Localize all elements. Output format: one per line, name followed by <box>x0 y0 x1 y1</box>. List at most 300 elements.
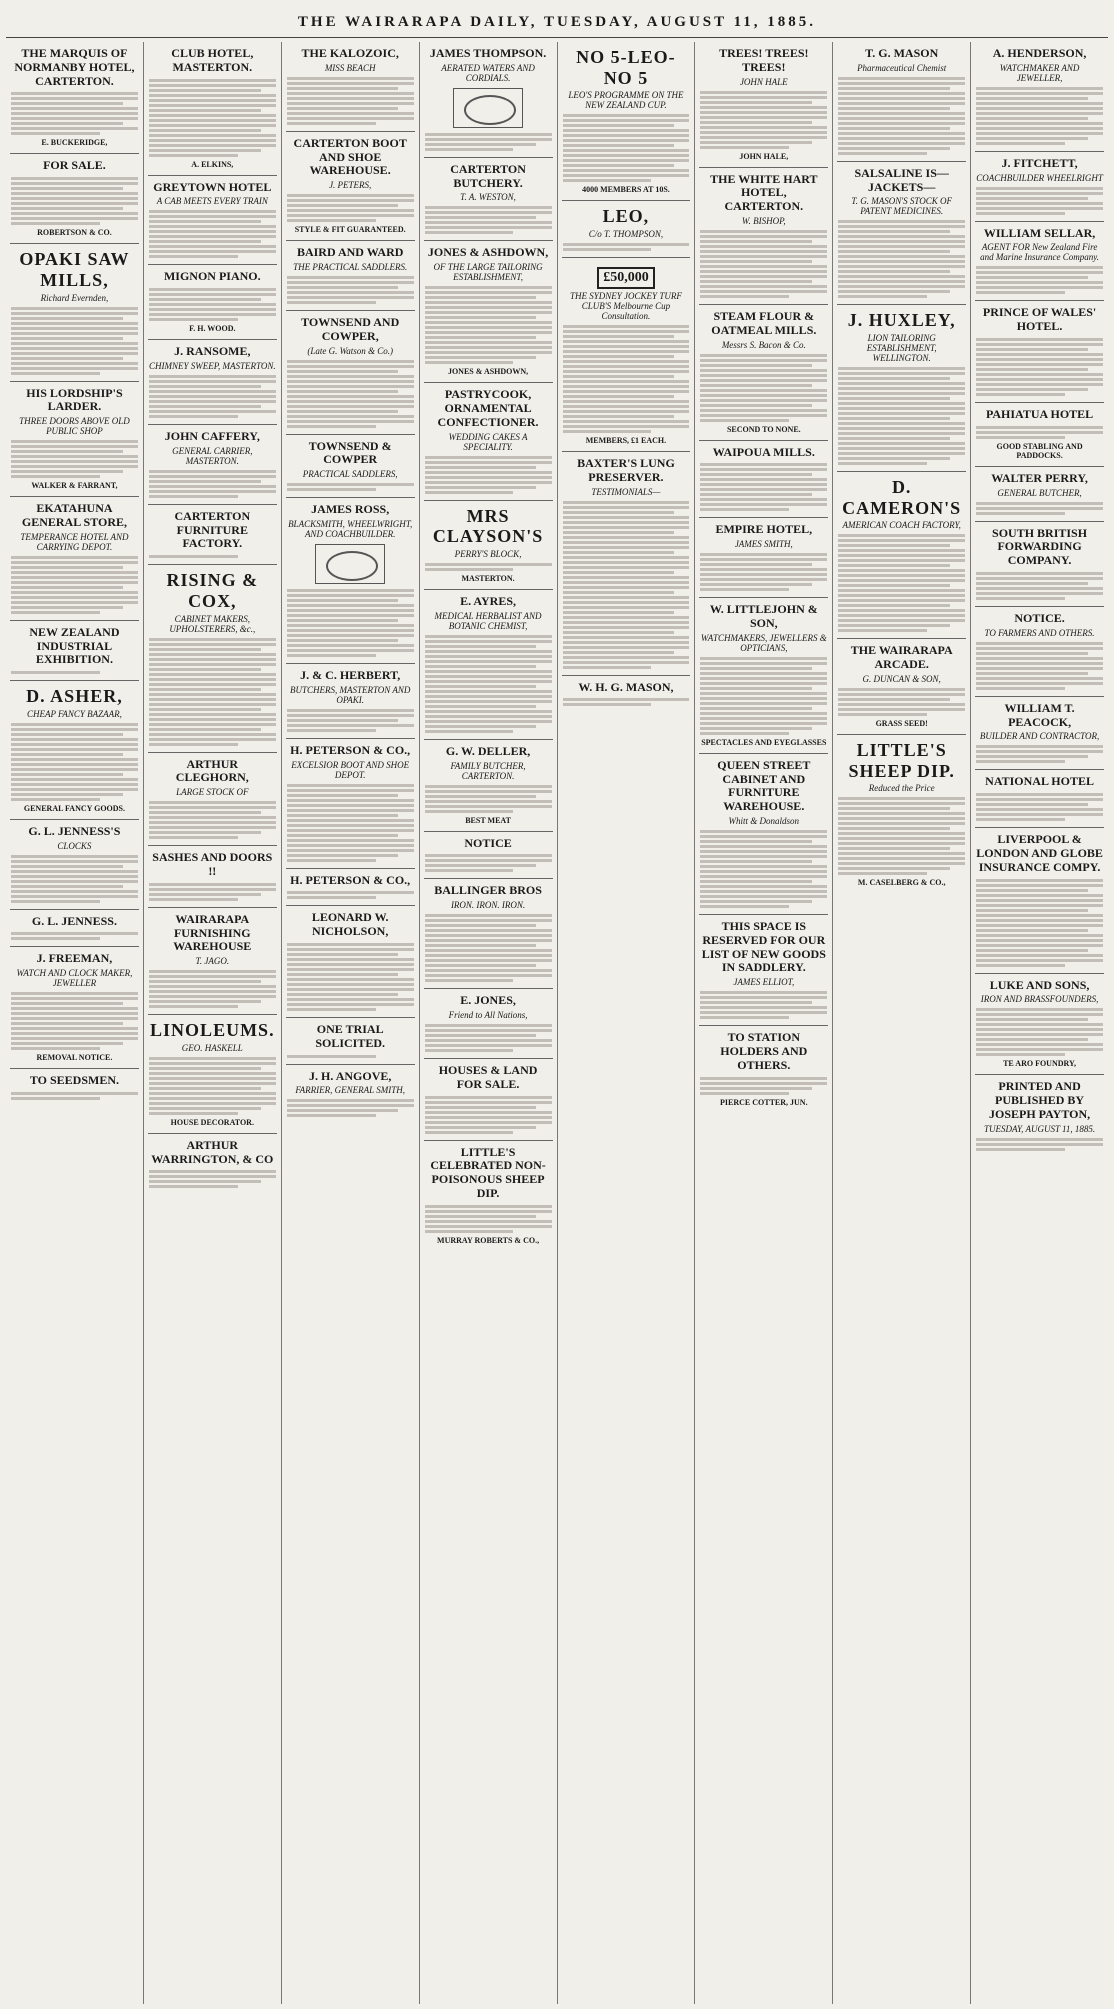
advertisement <box>286 241 415 311</box>
ad-signature: GENERAL FANCY GOODS. <box>23 803 125 813</box>
advertisement <box>148 908 277 1015</box>
ad-subheading: TO FARMERS AND OTHERS. <box>984 627 1095 638</box>
body-text-lines <box>838 367 965 465</box>
column-7 <box>833 42 971 2004</box>
ad-heading: BAXTER'S LUNG PRESERVER. <box>577 456 675 484</box>
ad-subheading: IRON. IRON. IRON. <box>450 900 526 911</box>
ad-subheading: MISS BEACH <box>324 62 376 73</box>
ad-heading: PASTRYCOOK, ORNAMENTAL CONFECTIONER. <box>437 387 539 429</box>
ad-subheading: LEO'S PROGRAMME ON THE NEW ZEALAND CUP. <box>568 90 684 111</box>
ad-signature: GOOD STABLING AND PADDOCKS. <box>996 441 1083 460</box>
advertisement <box>837 639 966 735</box>
body-text-lines <box>149 801 276 839</box>
price-banner <box>563 267 690 289</box>
advertisement <box>562 201 691 258</box>
body-text-lines <box>700 1077 827 1095</box>
body-text-lines <box>838 77 965 155</box>
body-text-lines <box>700 553 827 591</box>
ad-heading: NATIONAL HOTEL <box>985 774 1094 789</box>
ad-heading: THE MARQUIS OF NORMANBY HOTEL, CARTERTON. <box>14 46 135 88</box>
advertisement <box>148 565 277 752</box>
ad-signature: JOHN HALE, <box>739 151 789 161</box>
body-text-lines <box>287 483 414 491</box>
body-text-lines <box>425 133 552 151</box>
body-text-lines <box>11 932 138 940</box>
advertisement <box>424 383 553 500</box>
body-text-lines <box>149 638 276 746</box>
advertisement <box>424 1059 553 1141</box>
masthead: THE WAIRARAPA DAILY, TUESDAY, AUGUST 11, 1885. <box>6 8 1108 38</box>
ad-subheading: Reduced the Price <box>868 783 935 794</box>
ad-signature: MURRAY ROBERTS & CO., <box>437 1235 540 1245</box>
ad-heading: CARTERTON BUTCHERY. <box>450 161 526 190</box>
body-text-lines <box>425 456 552 494</box>
advertisement <box>975 974 1104 1076</box>
ad-heading: THE WAIRARAPA ARCADE. <box>850 643 953 672</box>
ad-subheading: BUILDER AND CONTRACTOR, <box>979 731 1100 742</box>
advertisement <box>424 832 553 880</box>
body-text-lines <box>425 1024 552 1052</box>
body-text-lines <box>149 375 276 418</box>
price-figure: £50,000 <box>597 267 655 289</box>
ad-heading: OPAKI SAW MILLS, <box>19 249 130 290</box>
body-text-lines <box>976 187 1103 215</box>
body-text-lines <box>287 1055 414 1058</box>
advertisement <box>699 754 828 915</box>
advertisement <box>286 435 415 499</box>
ad-heading: SASHES AND DOORS !! <box>152 850 273 878</box>
body-text-lines <box>11 855 138 903</box>
ad-heading: J. & C. HERBERT, <box>300 667 401 682</box>
column-container <box>6 42 1108 2004</box>
body-text-lines <box>11 671 138 674</box>
advertisement <box>10 244 139 381</box>
column-5 <box>558 42 696 2004</box>
body-text-lines <box>976 502 1103 515</box>
advertisement <box>148 1015 277 1134</box>
body-text-lines <box>287 360 414 428</box>
ad-heading: G. L. JENNESS'S <box>28 823 121 838</box>
ad-subheading: EXCELSIOR BOOT AND SHOE DEPOT. <box>291 759 410 780</box>
body-text-lines <box>700 354 827 422</box>
advertisement <box>286 739 415 869</box>
ad-subheading: A CAB MEETS EVERY TRAIN <box>156 196 268 207</box>
ad-subheading: GENERAL CARRIER, MASTERTON. <box>172 445 253 466</box>
ad-subheading: GEO. HASKELL <box>181 1042 243 1053</box>
ad-signature: A. ELKINS, <box>191 159 234 169</box>
advertisement <box>699 915 828 1026</box>
body-text-lines <box>563 325 690 433</box>
ad-heading: SOUTH BRITISH FORWARDING COMPANY. <box>992 525 1088 568</box>
body-text-lines <box>149 555 276 558</box>
advertisement <box>975 222 1104 302</box>
ad-subheading: JAMES SMITH, <box>734 539 793 550</box>
ad-heading: MIGNON PIANO. <box>163 269 261 284</box>
ad-heading: TREES! TREES! TREES! <box>719 46 809 74</box>
advertisement <box>424 158 553 242</box>
ad-heading: BALLINGER BROS <box>434 883 542 898</box>
ad-heading: WAIRARAPA FURNISHING WAREHOUSE <box>173 911 252 954</box>
ad-subheading: J. PETERS, <box>329 180 372 191</box>
ad-subheading: TUESDAY, AUGUST 11, 1885. <box>983 1123 1096 1134</box>
ad-signature: 4000 MEMBERS AT 10S. <box>582 185 670 195</box>
ad-heading: EKATAHUNA GENERAL STORE, <box>21 501 128 529</box>
body-text-lines <box>11 440 138 478</box>
ad-signature: JONES & ASHDOWN, <box>447 367 529 377</box>
ad-heading: TO SEEDSMEN. <box>29 1073 119 1088</box>
body-text-lines <box>287 77 414 125</box>
body-text-lines <box>149 470 276 498</box>
body-text-lines <box>287 1099 414 1117</box>
ad-subheading: OF THE LARGE TAILORING ESTABLISHMENT, <box>433 262 543 283</box>
ad-heading: NOTICE. <box>1014 610 1065 625</box>
body-text-lines <box>700 91 827 149</box>
ad-heading: BAIRD AND WARD <box>296 245 404 260</box>
ad-subheading: BLACKSMITH, WHEELWRIGHT, AND COACHBUILDER. <box>288 518 413 539</box>
body-text-lines <box>976 879 1103 967</box>
advertisement <box>562 452 691 676</box>
advertisement <box>10 621 139 681</box>
advertisement <box>975 42 1104 152</box>
body-text-lines <box>976 642 1103 690</box>
body-text-lines <box>425 635 552 733</box>
body-text-lines <box>425 1096 552 1134</box>
ad-heading: WALTER PERRY, <box>991 470 1088 485</box>
body-text-lines <box>11 556 138 614</box>
advertisement <box>699 168 828 305</box>
ad-heading: CARTERTON FURNITURE FACTORY. <box>174 508 251 551</box>
column-1 <box>6 42 144 2004</box>
body-text-lines <box>11 1092 138 1100</box>
ad-heading: J. RANSOME, <box>174 344 251 359</box>
ad-subheading: GENERAL BUTCHER, <box>997 487 1082 498</box>
ad-subheading: MEDICAL HERBALIST AND BOTANIC CHEMIST, <box>434 610 542 631</box>
ad-heading: ONE TRIAL SOLICITED. <box>315 1021 386 1050</box>
column-6 <box>695 42 833 2004</box>
ad-subheading: AGENT FOR New Zealand Fire and Marine Insurance Company. <box>980 242 1100 263</box>
ad-heading: FOR SALE. <box>43 158 106 173</box>
ad-heading: H. PETERSON & CO., <box>290 742 411 757</box>
body-text-lines <box>425 563 552 571</box>
advertisement <box>10 497 139 621</box>
advertisement <box>148 176 277 266</box>
body-text-lines <box>700 991 827 1019</box>
body-text-lines <box>11 177 138 225</box>
body-text-lines <box>11 92 138 135</box>
ad-signature: GRASS SEED! <box>875 719 928 729</box>
ad-subheading: CHEAP FANCY BAZAAR, <box>26 708 122 719</box>
advertisement <box>424 590 553 740</box>
ad-signature: M. CASELBERG & CO., <box>857 878 946 888</box>
body-text-lines <box>976 793 1103 821</box>
ad-heading: HOUSES & LAND FOR SALE. <box>438 1062 538 1091</box>
ad-heading: WAIPOUA MILLS. <box>712 444 815 459</box>
body-text-lines <box>287 194 414 222</box>
ad-subheading: AMERICAN COACH FACTORY, <box>842 520 961 531</box>
advertisement <box>975 828 1104 973</box>
ad-heading: W. LITTLEJOHN & SON, <box>709 602 818 630</box>
ad-heading: LEO, <box>602 206 650 227</box>
advertisement <box>975 697 1104 771</box>
body-text-lines <box>976 87 1103 145</box>
advertisement <box>424 241 553 383</box>
ad-signature: MEMBERS, £1 EACH. <box>585 436 667 446</box>
ad-subheading: CLOCKS <box>57 840 92 851</box>
ad-heading: PRINTED AND PUBLISHED BY JOSEPH PAYTON, <box>988 1079 1091 1121</box>
column-8 <box>971 42 1108 2004</box>
ad-heading: JOHN CAFFERY, <box>164 428 260 443</box>
engraving-illustration <box>453 88 523 128</box>
ad-heading: NO 5-LEO-NO 5 <box>576 47 676 88</box>
ad-subheading: CHIMNEY SWEEP, MASTERTON. <box>148 360 276 371</box>
ad-subheading: WEDDING CAKES A SPECIALITY. <box>448 431 528 452</box>
advertisement <box>10 42 139 154</box>
advertisement <box>562 676 691 713</box>
ad-heading: J. FREEMAN, <box>36 951 113 966</box>
advertisement <box>10 154 139 244</box>
ad-subheading: T. A. WESTON, <box>460 192 516 203</box>
advertisement <box>286 1018 415 1065</box>
ad-subheading: WATCHMAKER AND JEWELLER, <box>999 62 1080 83</box>
ad-subheading: Messrs S. Bacon & Co. <box>721 339 806 350</box>
advertisement <box>286 132 415 241</box>
advertisement <box>424 501 553 590</box>
ad-heading: QUEEN STREET CABINET AND FURNITURE WAREHOUSE. <box>717 757 811 814</box>
ad-subheading: Pharmaceutical Chemist <box>857 62 947 73</box>
body-text-lines <box>976 426 1103 439</box>
ad-signature: SPECTACLES AND EYEGLASSES <box>701 737 827 747</box>
advertisement <box>837 472 966 639</box>
ad-heading: CLUB HOTEL, MASTERTON. <box>171 46 254 74</box>
ad-subheading: G. DUNCAN & SON, <box>862 674 941 685</box>
advertisement <box>286 869 415 907</box>
ad-signature: TE ARO FOUNDRY, <box>1003 1059 1077 1069</box>
body-text-lines <box>149 883 276 901</box>
advertisement <box>286 906 415 1018</box>
body-text-lines <box>563 243 690 251</box>
body-text-lines <box>700 830 827 908</box>
ad-signature: F. H. WOOD. <box>189 324 236 334</box>
body-text-lines <box>287 276 414 304</box>
body-text-lines <box>700 463 827 511</box>
ad-heading: STEAM FLOUR & OATMEAL MILLS. <box>711 308 817 337</box>
ad-subheading: LION TAILORING ESTABLISHMENT, WELLINGTON. <box>866 333 937 364</box>
advertisement <box>148 42 277 176</box>
advertisement <box>424 740 553 832</box>
body-text-lines <box>838 688 965 716</box>
advertisement <box>148 846 277 908</box>
advertisement <box>10 382 139 498</box>
advertisement <box>286 311 415 435</box>
column-2 <box>144 42 282 2004</box>
body-text-lines <box>838 797 965 875</box>
advertisement <box>424 42 553 158</box>
body-text-lines <box>563 698 690 706</box>
ad-heading: J. HUXLEY, <box>847 310 956 331</box>
advertisement <box>424 1141 553 1251</box>
ad-heading: E. AYRES, <box>460 593 517 608</box>
ad-signature: BEST MEAT <box>465 815 511 825</box>
advertisement <box>10 910 139 948</box>
ad-heading: T. G. MASON <box>865 46 939 60</box>
ad-subheading: AERATED WATERS AND CORDIALS. <box>441 62 535 83</box>
ad-subheading: T. JAGO. <box>195 956 230 967</box>
ad-heading: TOWNSEND & COWPER <box>308 438 392 467</box>
ad-heading: G. L. JENNESS. <box>31 913 117 928</box>
ad-heading: NOTICE <box>464 835 512 850</box>
advertisement <box>10 1069 139 1106</box>
ad-heading: G. W. DELLER, <box>445 743 531 758</box>
ad-heading: W. H. G. MASON, <box>578 679 674 694</box>
advertisement <box>699 1026 828 1112</box>
ad-heading: THE WHITE HART HOTEL, CARTERTON. <box>710 171 818 214</box>
ad-heading: J. FITCHETT, <box>1001 155 1078 170</box>
advertisement <box>10 820 139 910</box>
ad-heading: THIS SPACE IS RESERVED FOR OUR LIST OF NEW GOODS IN SADDLERY. <box>701 918 826 975</box>
ad-signature: SECOND TO NONE. <box>726 424 801 434</box>
ad-heading: LINOLEUMS. <box>150 1020 275 1041</box>
body-text-lines <box>700 657 827 735</box>
ad-subheading: WATCH AND CLOCK MAKER, JEWELLER <box>16 968 133 989</box>
body-text-lines <box>976 338 1103 396</box>
ad-subheading: W. BISHOP, <box>741 215 786 226</box>
advertisement <box>975 522 1104 607</box>
body-text-lines <box>976 1138 1103 1151</box>
ad-signature: ROBERTSON & CO. <box>37 228 112 238</box>
ad-subheading: THREE DOORS ABOVE OLD PUBLIC SHOP <box>19 416 130 437</box>
advertisement <box>837 305 966 472</box>
ad-heading: A. HENDERSON, <box>992 46 1087 60</box>
advertisement <box>148 340 277 425</box>
ad-subheading: TEMPERANCE HOTEL AND CARRYING DEPOT. <box>20 531 129 552</box>
advertisement <box>699 518 828 598</box>
advertisement <box>975 403 1104 467</box>
body-text-lines <box>149 288 276 321</box>
body-text-lines <box>425 914 552 982</box>
body-text-lines <box>287 784 414 862</box>
ad-heading: J. H. ANGOVE, <box>309 1068 392 1083</box>
body-text-lines <box>976 1008 1103 1056</box>
ad-heading: WILLIAM T. PEACOCK, <box>1004 700 1075 729</box>
advertisement <box>699 441 828 519</box>
advertisement <box>837 42 966 162</box>
body-text-lines <box>700 230 827 298</box>
advertisement <box>975 607 1104 697</box>
body-text-lines <box>149 210 276 258</box>
ad-heading: CARTERTON BOOT AND SHOE WAREHOUSE. <box>293 135 407 178</box>
body-text-lines <box>976 266 1103 294</box>
advertisement <box>975 1075 1104 1156</box>
column-4 <box>420 42 558 2004</box>
ad-heading: D. CAMERON'S <box>842 477 962 518</box>
ad-heading: ARTHUR CLEGHORN, <box>175 756 249 785</box>
advertisement <box>975 301 1104 403</box>
advertisement <box>975 770 1104 828</box>
body-text-lines <box>11 992 138 1050</box>
ad-subheading: C/o T. THOMPSON, <box>588 229 664 240</box>
advertisement <box>148 1134 277 1195</box>
advertisement <box>148 265 277 340</box>
advertisement <box>837 162 966 306</box>
advertisement <box>148 505 277 565</box>
ad-heading: PRINCE OF WALES' HOTEL. <box>982 305 1097 334</box>
ad-heading: GREYTOWN HOTEL <box>153 179 272 194</box>
advertisement <box>562 258 691 452</box>
body-text-lines <box>149 79 276 157</box>
body-text-lines <box>149 1057 276 1115</box>
ad-heading: LIVERPOOL & LONDON AND GLOBE INSURANCE COMPY. <box>976 832 1103 874</box>
ad-heading: TO STATION HOLDERS AND OTHERS. <box>720 1030 808 1072</box>
ad-subheading: JAMES ELLIOT, <box>733 977 795 988</box>
ad-heading: LEONARD W. NICHOLSON, <box>311 910 389 939</box>
ad-signature: MASTERTON. <box>461 573 515 583</box>
advertisement <box>562 42 691 201</box>
advertisement <box>837 735 966 893</box>
ad-heading: JONES & ASHDOWN, <box>427 245 549 260</box>
ad-subheading: Richard Evernden, <box>40 292 109 303</box>
body-text-lines <box>425 785 552 813</box>
advertisement <box>148 753 277 847</box>
ad-subheading: LARGE STOCK OF <box>176 787 249 798</box>
ad-heading: LUKE AND SONS, <box>989 977 1090 992</box>
ad-heading: EMPIRE HOTEL, <box>715 522 813 537</box>
ad-signature: E. BUCKERIDGE, <box>41 138 108 148</box>
ad-signature: REMOVAL NOTICE. <box>36 1053 113 1063</box>
ad-subheading: BUTCHERS, MASTERTON AND OPAKI. <box>289 684 411 705</box>
body-text-lines <box>11 723 138 801</box>
ad-heading: LITTLE'S SHEEP DIP. <box>848 740 955 781</box>
ad-heading: NEW ZEALAND INDUSTRIAL EXHIBITION. <box>29 624 120 667</box>
ad-subheading: PERRY'S BLOCK, <box>454 548 522 559</box>
body-text-lines <box>563 114 690 182</box>
ad-subheading: (Late G. Watson & Co.) <box>307 345 394 356</box>
advertisement <box>975 152 1104 222</box>
ad-subheading: TESTIMONIALS— <box>591 486 661 497</box>
ad-heading: MRS CLAYSON'S <box>432 505 544 547</box>
column-3 <box>282 42 420 2004</box>
ad-heading: RISING & COX, <box>166 570 259 611</box>
ad-subheading: COACHBUILDER WHEELRIGHT <box>976 172 1103 183</box>
ad-subheading: FAMILY BUTCHER, CARTERTON. <box>450 760 526 781</box>
ad-subheading: T. G. MASON'S STOCK OF PATENT MEDICINES. <box>851 196 952 217</box>
body-text-lines <box>11 307 138 375</box>
body-text-lines <box>838 220 965 298</box>
ad-heading: HIS LORDSHIP'S LARDER. <box>26 385 123 414</box>
ad-heading: WILLIAM SELLAR, <box>983 225 1096 240</box>
ad-heading: PAHIATUA HOTEL <box>985 406 1094 421</box>
body-text-lines <box>425 854 552 872</box>
ad-heading: JAMES ROSS, <box>311 502 390 517</box>
advertisement <box>975 467 1104 522</box>
engraving-illustration <box>315 544 385 584</box>
ad-subheading: JOHN HALE <box>739 76 788 87</box>
ad-subheading: THE PRACTICAL SADDLERS. <box>293 261 408 272</box>
ad-heading: H. PETERSON & CO., <box>290 872 411 887</box>
body-text-lines <box>425 286 552 364</box>
ad-heading: THE KALOZOIC, <box>301 46 399 60</box>
ad-subheading: CABINET MAKERS, UPHOLSTERERS, &c., <box>169 613 256 634</box>
advertisement <box>699 42 828 168</box>
ad-subheading: FARRIER, GENERAL SMITH, <box>295 1085 406 1096</box>
advertisement <box>286 498 415 664</box>
ad-subheading: Whitt & Donaldson <box>728 815 800 826</box>
ad-heading: LITTLE'S CELEBRATED NON-POISONOUS SHEEP DIP. <box>430 1144 546 1200</box>
ad-heading: TOWNSEND AND COWPER, <box>301 314 400 343</box>
advertisement <box>148 425 277 505</box>
ad-heading: JAMES THOMPSON. <box>429 46 547 60</box>
body-text-lines <box>287 709 414 732</box>
body-text-lines <box>976 745 1103 763</box>
